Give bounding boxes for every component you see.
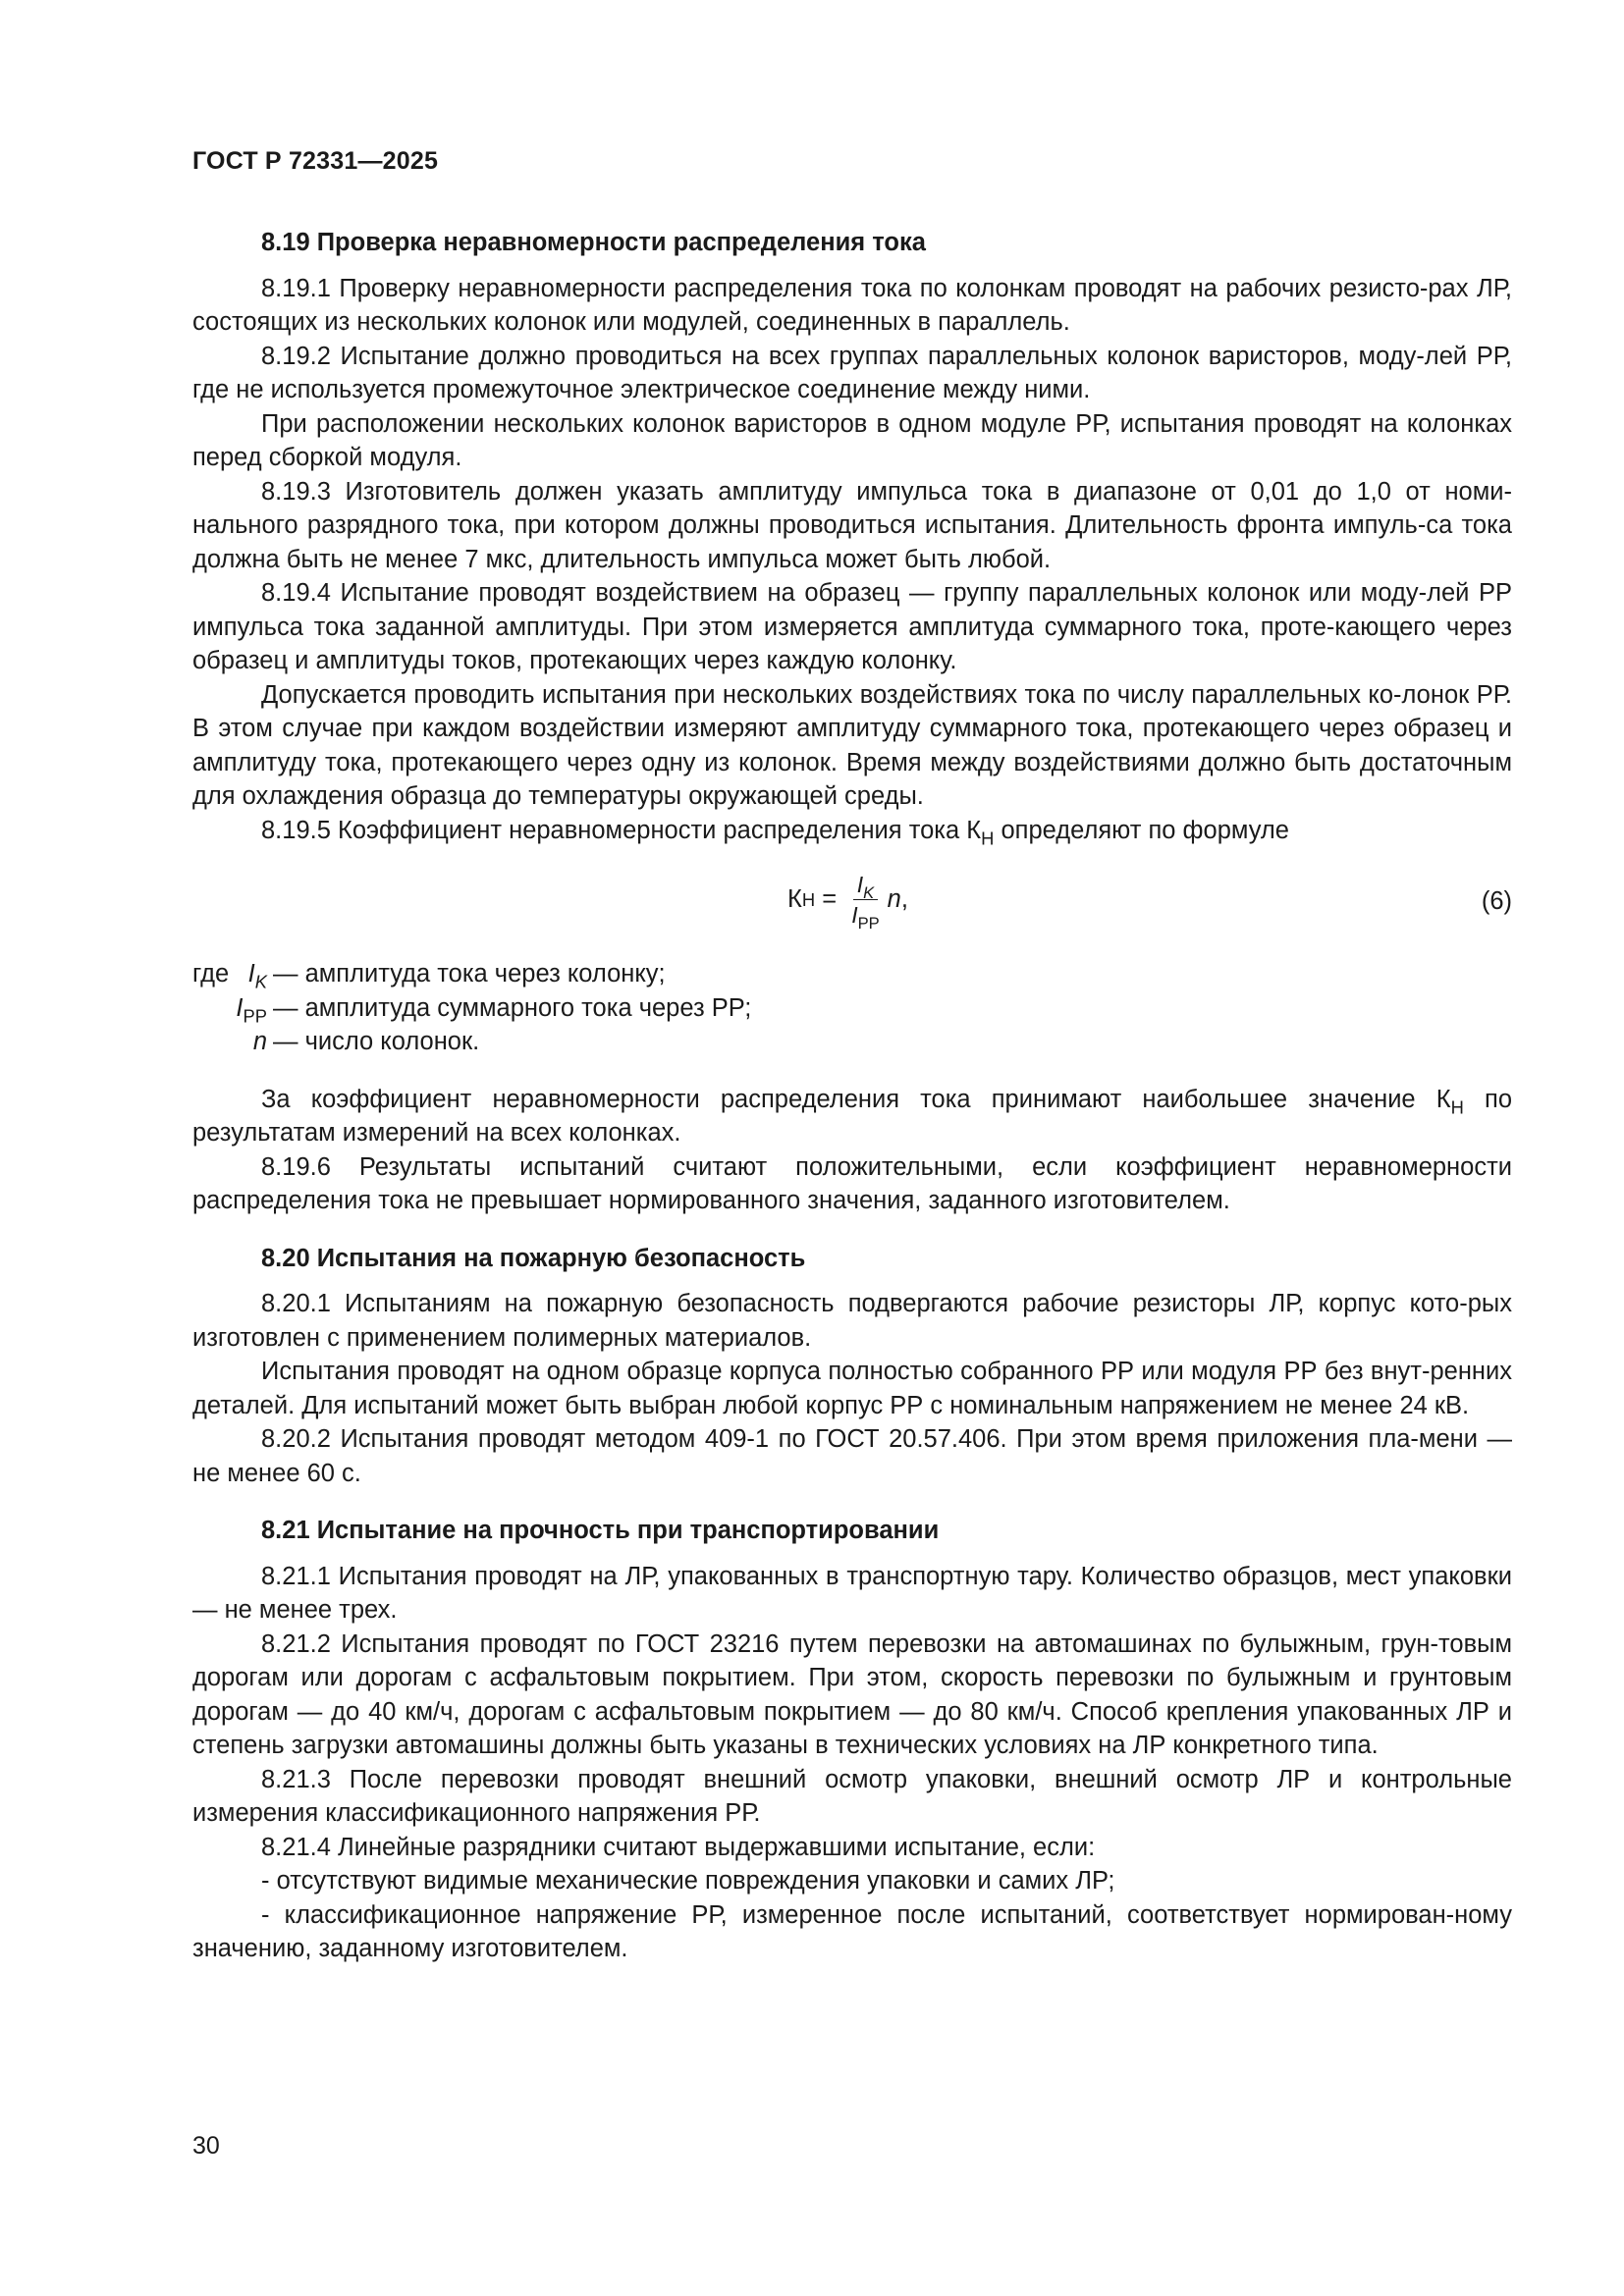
list-item: - отсутствуют видимые механические повреждения упаковки и самих ЛР; [261,1867,1115,1895]
legend-item [192,957,1512,991]
legend-description: — число колонок. [273,1028,480,1055]
section-heading-8-21: 8.21 Испытание на прочность при транспортировании [261,1517,940,1544]
paragraph-8-19-2-note: При расположении нескольких колонок варисторов в одном модуле РР, испытания проводят на колонках перед сборкой модуля. [192,409,1512,471]
numerator-sub: K [863,882,875,902]
legend-item [192,991,1512,1026]
section-heading-8-19: 8.19 Проверка неравномерности распределения тока [261,229,926,256]
paragraph-8-20-1: 8.20.1 Испытаниям на пожарную безопасность подвергаются рабочие резисторы ЛР, корпус кото-рых изготовлен с применением полимерных материалов. [192,1290,1512,1352]
denominator-sub: РР [857,913,880,933]
paragraph-8-19-1: 8.19.1 Проверку неравномерности распределения тока по колонкам проводят на рабочих резисто-рах ЛР, состоящих из нескольких колонок или модулей, соединенных в параллель. [192,274,1512,336]
list-item: - классификационное напряжение РР, измеренное после испытаний, соответствует нормирован-ному значению, заданному изготовителем. [192,1900,1512,1962]
fraction-denominator [847,900,883,933]
formula-legend [192,957,1512,1059]
paragraph-text: 8.19.5 Коэффициент неравномерности распределения тока К [261,816,982,844]
legend-symbol: n [252,1028,267,1055]
paragraph-8-19-3: 8.19.3 Изготовитель должен указать амплитуду импульса тока в диапазоне от 0,01 до 1,0 от номи-нального разрядного тока, при котором должны проводиться испытания. Длительность фронта импуль-са тока должна быть не менее 7 мкс, длительность импульса может быть любой. [192,477,1512,573]
paragraph-8-19-6: 8.19.6 Результаты испытаний считают положительными, если коэффициент неравномерности распределения тока не превышает нормированного значения, заданного изготовителем. [192,1152,1512,1214]
formula-lhs: К [787,885,802,914]
formula-block [192,859,1512,957]
subscript: Н [981,827,995,848]
document-header: ГОСТ Р 72331—2025 [192,147,439,175]
paragraph-text: За коэффициент неравномерности распределения тока принимают наибольшее значение К [261,1085,1451,1113]
formula-comma: , [900,885,908,914]
paragraph-8-19-2: 8.19.2 Испытание должно проводиться на всех группах параллельных колонок варисторов, моду-лей РР, где не используется промежуточное электрическое соединение между ними. [192,342,1512,403]
denominator-symbol: I [851,902,858,928]
paragraph-text-tail: по результатам измерений на всех колонках. [192,1085,1512,1147]
formula-number: (6) [1481,887,1512,915]
legend-item [192,1025,1512,1059]
paragraph-8-21-4: 8.21.4 Линейные разрядники считают выдержавшими испытание, если: [261,1833,1096,1861]
formula-equals: = [815,885,844,914]
formula-fraction [847,871,883,933]
paragraph-8-21-2: 8.21.2 Испытания проводят по ГОСТ 23216 путем перевозки на автомашинах по булыжным, грун-товым дорогам или дорогам с асфальтовым покрытием. При этом, скорость перевозки по булыжным и грунтовым дорогам — до 40 км/ч, дорогам с асфальтовым покрытием — до 80 км/ч. Способ крепления упакованных ЛР и степень загрузки автомашины должны быть указаны в технических условиях на ЛР конкретного типа. [192,1629,1512,1759]
formula-n: n [887,885,901,914]
legend-lead: где [192,960,230,988]
paragraph-8-19-5 [192,814,1512,848]
legend-symbol: $I_K$ [247,960,267,992]
paragraph-8-21-3: 8.21.3 После перевозки проводят внешний осмотр упаковки, внешний осмотр ЛР и контрольные измерения классификационного напряжения РР. [192,1765,1512,1827]
paragraph-text-tail: определяют по формуле [994,816,1289,844]
legend-description: — амплитуда тока через колонку; [273,960,666,988]
legend-symbol: $I_{РР}$ [236,993,267,1026]
page-number: 30 [192,2132,220,2160]
numerator-symbol: I [856,872,864,897]
subscript: Н [1450,1095,1464,1117]
legend-description: — амплитуда суммарного тока через РР; [273,993,752,1022]
paragraph-8-21-1: 8.21.1 Испытания проводят на ЛР, упакованных в транспортную тару. Количество образцов, мест упаковки — не менее трех. [192,1562,1512,1624]
paragraph-8-19-5-note [192,1083,1512,1150]
formula-6: К Н = $\frac{I_K}{I_{РР}}$ n , [787,872,908,933]
paragraph-8-20-2: 8.20.2 Испытания проводят методом 409-1 по ГОСТ 20.57.406. При этом время приложения пла-мени — не менее 60 с. [192,1425,1512,1487]
paragraph-8-19-4: 8.19.4 Испытание проводят воздействием на образец — группу параллельных колонок или моду-лей РР импульса тока заданной амплитуды. При этом измеряется амплитуда суммарного тока, проте-кающего через образец и амплитуды токов, протекающих через каждую колонку. [192,579,1512,674]
paragraph-8-19-4-note: Допускается проводить испытания при нескольких воздействиях тока по числу параллельных ко-лонок РР. В этом случае при каждом воздействии измеряют амплитуду суммарного тока, протекающего через образец и амплитуду тока, протекающего через одну из колонок. Время между воздействиями должно быть достаточным для охлаждения образца до температуры окружающей среды. [192,680,1512,810]
section-heading-8-20: 8.20 Испытания на пожарную безопасность [261,1244,806,1272]
document-body [192,226,1512,1966]
fraction-numerator [853,871,878,900]
paragraph-8-20-1-note: Испытания проводят на одном образце корпуса полностью собранного РР или модуля РР без внут-ренних деталей. Для испытаний может быть выбран любой корпус РР с номинальным напряжением не менее 24 кВ. [192,1358,1512,1419]
